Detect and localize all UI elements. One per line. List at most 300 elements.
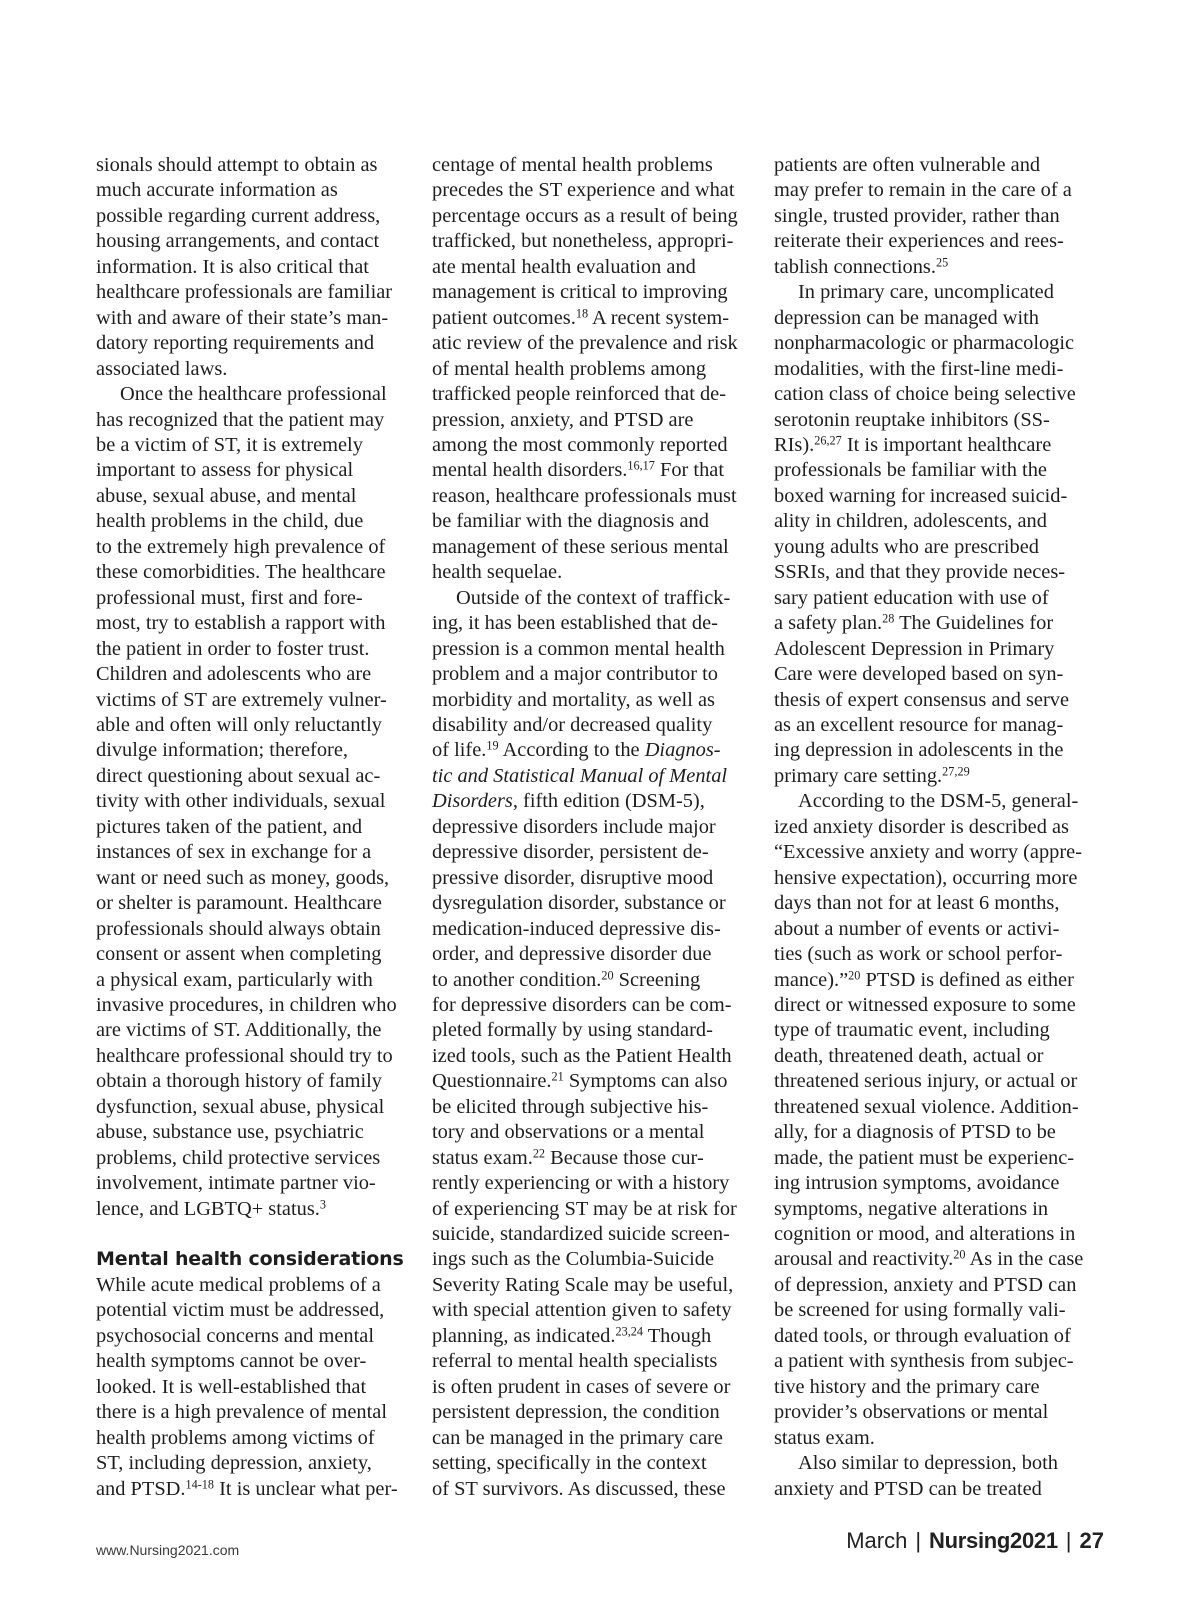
citation-superscript: 20	[601, 967, 614, 982]
line-text: tive history and the primary care	[774, 1375, 1040, 1398]
page-number: 27	[1079, 1528, 1104, 1553]
line-text: In primary care, uncomplicated	[798, 281, 1054, 304]
citation-superscript: 25	[935, 255, 949, 270]
line-text: type of traumatic event, including	[774, 1019, 1050, 1042]
text-line	[432, 1298, 754, 1323]
line-text: associated laws.	[96, 357, 228, 380]
text-line	[432, 382, 754, 407]
line-text: are victims of ST. Additionally, the	[96, 1019, 382, 1042]
text-line	[774, 1273, 1104, 1298]
line-text: pression, anxiety, and PTSD are	[432, 408, 694, 431]
line-text: much accurate information as	[96, 179, 338, 202]
text-line	[96, 1426, 416, 1451]
citation-superscript: 19	[486, 738, 499, 753]
line-text: medication-induced depressive dis-	[432, 917, 721, 940]
citation-superscript: 16,17	[627, 458, 655, 473]
line-text: problem and a major contributor to	[432, 663, 718, 686]
line-text: status exam.	[432, 1146, 533, 1169]
text-line	[432, 229, 754, 254]
line-text: information. It is also critical that	[96, 255, 369, 278]
text-line	[774, 357, 1104, 382]
line-text: want or need such as money, goods,	[96, 866, 390, 889]
text-line	[432, 1018, 754, 1043]
citation-superscript: 14-18	[185, 1476, 215, 1491]
text-line	[432, 255, 754, 280]
text-line	[432, 560, 754, 585]
line-text: can be managed in the primary care	[432, 1426, 723, 1449]
line-text: cation class of choice being selective	[774, 383, 1076, 406]
line-text: a patient with synthesis from subjec-	[774, 1350, 1074, 1373]
line-text: be screened for using formally vali-	[774, 1299, 1066, 1322]
line-text: pressive disorder, disruptive mood	[432, 866, 714, 889]
line-text-continued: Screening	[613, 968, 701, 991]
line-text: death, threatened death, actual or	[774, 1044, 1044, 1067]
citation-superscript: 20	[848, 967, 861, 982]
text-line	[96, 357, 416, 382]
line-text: direct or witnessed exposure to some	[774, 993, 1076, 1016]
line-text: depression can be managed with	[774, 306, 1039, 329]
line-text: primary care setting.	[774, 764, 943, 787]
line-text: lence, and LGBTQ+ status.	[96, 1197, 320, 1220]
text-line	[774, 535, 1104, 560]
text-line	[96, 942, 416, 967]
text-line	[96, 153, 416, 178]
line-text: health problems in the child, due	[96, 510, 364, 533]
text-line	[774, 968, 1104, 993]
text-line	[96, 840, 416, 865]
text-line	[432, 738, 754, 763]
text-line	[774, 458, 1104, 483]
line-text-continued: Symptoms can also	[563, 1070, 728, 1093]
line-text: While acute medical problems of a	[96, 1273, 381, 1296]
text-line	[96, 993, 416, 1018]
citation-superscript: 22	[532, 1145, 546, 1160]
line-text: be familiar with the diagnosis and	[432, 510, 709, 533]
line-text: dysfunction, sexual abuse, physical	[96, 1095, 385, 1118]
text-line	[432, 1146, 754, 1171]
line-text: health problems among victims of	[96, 1426, 375, 1449]
text-line	[432, 840, 754, 865]
line-text: victims of ST are extremely vulner-	[96, 688, 387, 711]
text-line	[774, 1197, 1104, 1222]
text-line	[432, 280, 754, 305]
line-text: for depressive disorders can be com-	[432, 993, 732, 1016]
line-text: with special attention given to safety	[432, 1299, 732, 1322]
text-line	[432, 1222, 754, 1247]
line-text: Care were developed based on syn-	[774, 663, 1064, 686]
text-line	[432, 1171, 754, 1196]
line-text-continued: According to the	[498, 739, 645, 762]
line-text: boxed warning for increased suicid-	[774, 484, 1068, 507]
line-text: among the most commonly reported	[432, 433, 728, 456]
line-text: healthcare professional should try to	[96, 1044, 393, 1067]
line-text: percentage occurs as a result of being	[432, 204, 738, 227]
line-text: hensive expectation), occurring more	[774, 866, 1078, 889]
line-text: instances of sex in exchange for a	[96, 841, 372, 864]
text-line	[96, 1197, 416, 1222]
line-text: a safety plan.	[774, 612, 883, 635]
text-line	[96, 662, 416, 687]
text-line	[96, 637, 416, 662]
line-text: tablish connections.	[774, 255, 936, 278]
line-text-continued: It is unclear what per-	[214, 1477, 398, 1500]
text-line	[774, 866, 1104, 891]
line-text: depressive disorders include major	[432, 815, 716, 838]
line-text: reason, healthcare professionals must	[432, 484, 737, 507]
line-text-continued: A recent system-	[588, 306, 730, 329]
text-line	[432, 662, 754, 687]
line-text: to the extremely high prevalence of	[96, 535, 386, 558]
text-line	[432, 1426, 754, 1451]
text-line	[774, 738, 1104, 763]
line-text: housing arrangements, and contact	[96, 230, 380, 253]
line-text: of life.	[432, 739, 487, 762]
text-line	[432, 357, 754, 382]
column-1-paragraphs	[96, 153, 416, 1222]
text-line	[96, 408, 416, 433]
line-text: thesis of expert consensus and serve	[774, 688, 1070, 711]
line-text: ing intrusion symptoms, avoidance	[774, 1172, 1060, 1195]
line-text-continued: Though	[643, 1324, 712, 1347]
line-text: nonpharmacologic or pharmacologic	[774, 332, 1075, 355]
line-text: consent or assent when completing	[96, 943, 382, 966]
text-line	[432, 993, 754, 1018]
text-line	[774, 408, 1104, 433]
text-line	[432, 917, 754, 942]
text-line	[432, 484, 754, 509]
text-line	[432, 1044, 754, 1069]
line-text: health sequelae.	[432, 561, 563, 584]
line-text: ing, it has been established that de-	[432, 612, 718, 635]
text-line	[432, 331, 754, 356]
line-text: abuse, sexual abuse, and mental	[96, 484, 357, 507]
line-text-continued: Because those cur-	[545, 1146, 704, 1169]
text-line	[432, 1451, 754, 1476]
line-text: ized tools, such as the Patient Health	[432, 1044, 732, 1067]
line-text: involvement, intimate partner vio-	[96, 1172, 376, 1195]
line-text: pictures taken of the patient, and	[96, 815, 363, 838]
text-line	[774, 688, 1104, 713]
line-text: depressive disorder, persistent de-	[432, 841, 709, 864]
line-text: healthcare professionals are familiar	[96, 281, 393, 304]
line-text: problems, child protective services	[96, 1146, 381, 1169]
line-text: rently experiencing or with a history	[432, 1172, 730, 1195]
line-text: important to assess for physical	[96, 459, 354, 482]
line-text: datory reporting requirements and	[96, 332, 375, 355]
text-line	[432, 433, 754, 458]
line-text: SSRIs, and that they provide neces-	[774, 561, 1066, 584]
text-line	[96, 1477, 416, 1502]
text-line	[96, 331, 416, 356]
line-text: serotonin reuptake inhibitors (SS-	[774, 408, 1050, 431]
text-line	[432, 509, 754, 534]
text-line	[774, 1146, 1104, 1171]
line-text: referral to mental health specialists	[432, 1350, 718, 1373]
text-line	[432, 789, 754, 814]
text-line	[774, 153, 1104, 178]
line-text: morbidity and mortality, as well as	[432, 688, 715, 711]
text-line	[432, 1477, 754, 1502]
text-line	[774, 1324, 1104, 1349]
line-text: management is critical to improving	[432, 281, 728, 304]
line-text: “Excessive anxiety and worry (appre-	[774, 841, 1082, 864]
line-text: Adolescent Depression in Primary	[774, 637, 1055, 660]
text-line	[774, 637, 1104, 662]
text-line	[432, 968, 754, 993]
line-text: most, try to establish a rapport with	[96, 612, 386, 635]
line-text: able and often will only reluctantly	[96, 713, 382, 736]
footer-separator: |	[915, 1528, 922, 1553]
line-text: obtain a thorough history of family	[96, 1070, 382, 1093]
text-line	[774, 509, 1104, 534]
text-line	[96, 789, 416, 814]
text-line	[774, 1426, 1104, 1451]
line-text: may prefer to remain in the care of a	[774, 179, 1072, 202]
text-line	[432, 1375, 754, 1400]
text-line	[774, 280, 1104, 305]
line-text: tivity with other individuals, sexual	[96, 790, 386, 813]
text-line	[96, 1095, 416, 1120]
text-line	[774, 815, 1104, 840]
text-line	[774, 1044, 1104, 1069]
line-text: of depression, anxiety and PTSD can	[774, 1273, 1077, 1296]
line-text: management of these serious mental	[432, 535, 729, 558]
line-text-continued: As in the case	[965, 1248, 1084, 1271]
line-text-continued: For that	[654, 459, 724, 482]
line-text: precedes the ST experience and what	[432, 179, 735, 202]
text-line	[774, 662, 1104, 687]
line-text: planning, as indicated.	[432, 1324, 616, 1347]
text-line	[774, 1247, 1104, 1272]
text-line	[96, 280, 416, 305]
text-line	[96, 509, 416, 534]
text-line	[96, 917, 416, 942]
italic-title: Diagnos-	[644, 739, 721, 762]
line-text: days than not for at least 6 months,	[774, 892, 1060, 915]
text-line	[774, 586, 1104, 611]
line-text: patient outcomes.	[432, 306, 576, 329]
line-text: there is a high prevalence of mental	[96, 1401, 388, 1424]
citation-superscript: 21	[551, 1069, 564, 1084]
text-line	[774, 560, 1104, 585]
footer-month: March	[846, 1528, 908, 1553]
text-line	[432, 1095, 754, 1120]
text-line	[96, 611, 416, 636]
line-text: ings such as the Columbia-Suicide	[432, 1248, 715, 1271]
line-text: mance).”	[774, 968, 849, 991]
text-line	[432, 1197, 754, 1222]
citation-superscript: 3	[319, 1196, 326, 1211]
citation-superscript: 20	[953, 1247, 966, 1262]
text-line	[432, 942, 754, 967]
line-text: sionals should attempt to obtain as	[96, 154, 378, 176]
text-line	[432, 306, 754, 331]
line-text: pleted formally by using standard-	[432, 1019, 713, 1042]
text-line	[96, 255, 416, 280]
text-line	[432, 178, 754, 203]
citation-superscript: 26,27	[814, 433, 842, 448]
text-line	[96, 1146, 416, 1171]
text-line	[432, 866, 754, 891]
text-line	[96, 1273, 416, 1298]
page-footer	[846, 1528, 1104, 1554]
line-text: ality in children, adolescents, and	[774, 510, 1047, 533]
line-text: order, and depressive disorder due	[432, 943, 712, 966]
line-text: According to the DSM-5, general-	[798, 790, 1079, 813]
line-text: trafficked, but nonetheless, appropri-	[432, 230, 734, 253]
line-text: provider’s observations or mental	[774, 1401, 1049, 1424]
line-text: potential victim must be addressed,	[96, 1299, 385, 1322]
line-text: as an excellent resource for manag-	[774, 713, 1064, 736]
line-text: mental health disorders.	[432, 459, 628, 482]
line-text: atic review of the prevalence and risk	[432, 332, 738, 355]
line-text: of experiencing ST may be at risk for	[432, 1197, 737, 1220]
text-line	[432, 637, 754, 662]
text-line	[96, 688, 416, 713]
line-text: a physical exam, particularly with	[96, 968, 373, 991]
text-line	[774, 764, 1104, 789]
citation-superscript: 18	[575, 306, 589, 320]
text-line	[774, 993, 1104, 1018]
text-line	[774, 1171, 1104, 1196]
line-text: professionals should always obtain	[96, 917, 381, 940]
text-line	[96, 178, 416, 203]
text-line	[774, 942, 1104, 967]
line-text: single, trusted provider, rather than	[774, 204, 1060, 227]
line-text: of ST survivors. As discussed, these	[432, 1477, 726, 1500]
text-line	[774, 1069, 1104, 1094]
text-line	[96, 815, 416, 840]
line-text: ate mental health evaluation and	[432, 255, 696, 278]
section-heading: Mental health considerations	[96, 1248, 404, 1271]
text-line	[432, 1349, 754, 1374]
spacer	[96, 1222, 416, 1247]
line-text: be a victim of ST, it is extremely	[96, 433, 363, 456]
text-line	[774, 891, 1104, 916]
line-text: RIs).	[774, 433, 815, 456]
line-text: Once the healthcare professional	[120, 383, 387, 406]
line-text: modalities, with the first-line medi-	[774, 357, 1064, 380]
text-line	[774, 1222, 1104, 1247]
line-text: symptoms, negative alterations in	[774, 1197, 1049, 1220]
text-line	[432, 764, 754, 789]
line-text: these comorbidities. The healthcare	[96, 561, 386, 584]
line-text: health symptoms cannot be over-	[96, 1350, 367, 1373]
text-line	[432, 586, 754, 611]
line-text: with and aware of their state’s man-	[96, 306, 389, 329]
line-text: or shelter is paramount. Healthcare	[96, 892, 382, 915]
citation-superscript: 23,24	[615, 1324, 643, 1339]
footer-magazine: Nursing2021	[929, 1528, 1058, 1553]
line-text: of mental health problems among	[432, 357, 707, 380]
text-line	[96, 1018, 416, 1043]
footer-separator: |	[1065, 1528, 1072, 1553]
text-line	[774, 1451, 1104, 1476]
line-text: persistent depression, the condition	[432, 1401, 720, 1424]
text-line	[774, 382, 1104, 407]
text-line	[774, 713, 1104, 738]
text-line	[774, 1018, 1104, 1043]
line-text: looked. It is well-established that	[96, 1375, 367, 1398]
text-line	[96, 866, 416, 891]
text-line	[96, 535, 416, 560]
line-text: setting, specifically in the context	[432, 1452, 707, 1475]
text-line	[774, 1400, 1104, 1425]
line-text: trafficked people reinforced that de-	[432, 383, 727, 406]
text-line	[96, 1120, 416, 1145]
line-text: dated tools, or through evaluation of	[774, 1324, 1071, 1347]
text-line	[774, 204, 1104, 229]
line-text: tory and observations or a mental	[432, 1121, 705, 1144]
column-1	[96, 153, 416, 1502]
line-text: ST, including depression, anxiety,	[96, 1452, 372, 1475]
line-text-continued: It is important healthcare	[841, 433, 1052, 456]
text-line	[96, 433, 416, 458]
line-text-continued: , fifth edition (DSM-5),	[512, 790, 705, 813]
footer-url: www.Nursing2021.com	[96, 1542, 240, 1558]
text-line	[96, 764, 416, 789]
text-line	[774, 229, 1104, 254]
line-text-continued: The Guidelines for	[894, 612, 1054, 635]
line-text: the patient in order to foster trust.	[96, 637, 370, 660]
text-line	[774, 1095, 1104, 1120]
text-line	[96, 204, 416, 229]
line-text: suicide, standardized suicide screen-	[432, 1223, 730, 1246]
line-text: threatened serious injury, or actual or	[774, 1070, 1078, 1093]
line-text: professional must, first and fore-	[96, 586, 363, 609]
line-text: invasive procedures, in children who	[96, 993, 397, 1016]
text-line	[96, 229, 416, 254]
text-line	[774, 840, 1104, 865]
line-text: cognition or mood, and alterations in	[774, 1223, 1076, 1246]
italic-title: Disorders	[432, 790, 513, 813]
text-line	[96, 458, 416, 483]
text-line	[774, 1349, 1104, 1374]
text-line	[774, 306, 1104, 331]
line-text: professionals be familiar with the	[774, 459, 1047, 482]
line-text: pression is a common mental health	[432, 637, 725, 660]
line-text: reiterate their experiences and rees-	[774, 230, 1064, 253]
text-line	[774, 331, 1104, 356]
line-text: possible regarding current address,	[96, 204, 381, 227]
line-text: and PTSD.	[96, 1477, 186, 1500]
column-3	[774, 153, 1104, 1502]
line-text: Questionnaire.	[432, 1070, 552, 1093]
text-line	[774, 255, 1104, 280]
line-text: direct questioning about sexual ac-	[96, 764, 381, 787]
text-line	[96, 738, 416, 763]
text-line	[432, 458, 754, 483]
line-text: young adults who are prescribed	[774, 535, 1039, 558]
text-line	[432, 153, 754, 178]
text-line	[774, 917, 1104, 942]
line-text: psychosocial concerns and mental	[96, 1324, 375, 1347]
text-line	[96, 306, 416, 331]
text-line	[432, 815, 754, 840]
text-line	[774, 178, 1104, 203]
line-text: Children and adolescents who are	[96, 663, 372, 686]
text-line	[432, 1247, 754, 1272]
text-line	[432, 688, 754, 713]
text-line	[774, 1375, 1104, 1400]
text-line	[774, 1120, 1104, 1145]
line-text: sary patient education with use of	[774, 586, 1049, 609]
line-text: ties (such as work or school perfor-	[774, 943, 1063, 966]
line-text: Severity Rating Scale may be useful,	[432, 1273, 734, 1296]
text-line	[432, 1273, 754, 1298]
text-line	[432, 1120, 754, 1145]
column-2	[432, 153, 754, 1502]
